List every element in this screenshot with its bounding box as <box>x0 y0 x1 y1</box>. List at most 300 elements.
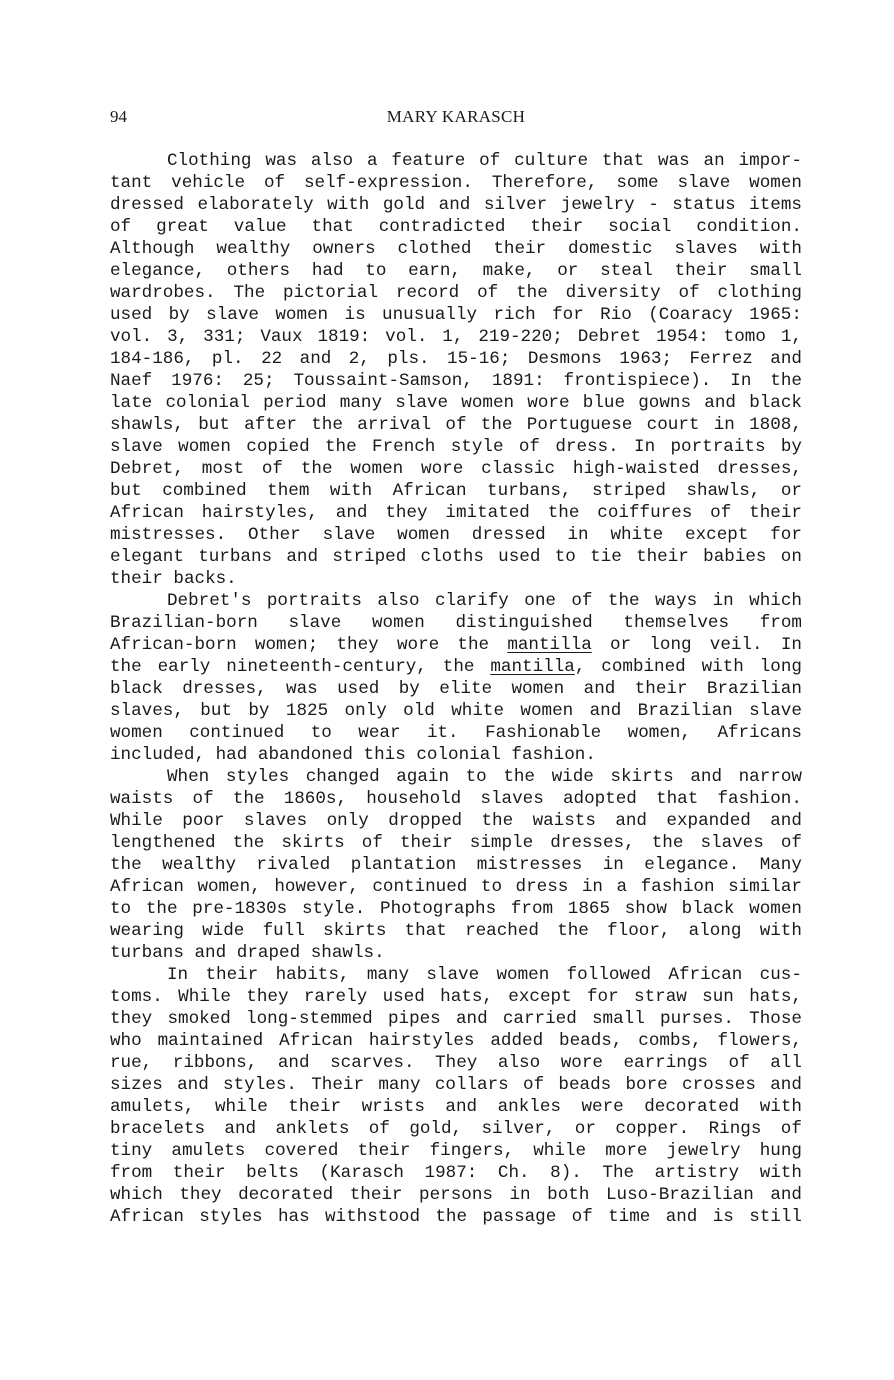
word: added <box>490 1031 544 1051</box>
word: Fashionable <box>485 723 602 743</box>
word: Many <box>759 855 802 875</box>
word: style. <box>301 899 366 919</box>
word: African-born <box>110 635 237 655</box>
word: toms. <box>110 987 163 1007</box>
word: slave <box>395 393 449 413</box>
word: colonial <box>165 393 250 413</box>
text-line <box>110 986 802 1008</box>
word: They <box>435 1053 478 1073</box>
word: sun <box>702 987 734 1007</box>
word: Brazilian <box>706 679 802 699</box>
word: the <box>547 503 580 523</box>
text-line <box>110 150 802 172</box>
word: the <box>145 899 178 919</box>
word: dress <box>515 877 569 897</box>
word: While <box>178 987 231 1007</box>
word: cus- <box>759 965 802 985</box>
word: long <box>759 657 802 677</box>
word: 219-220; <box>478 327 563 347</box>
word: skirts <box>323 921 387 941</box>
word: floor, <box>607 921 671 941</box>
word: slaves <box>480 789 544 809</box>
word: slave <box>677 173 731 193</box>
word: elite <box>439 679 493 699</box>
word: had <box>311 261 344 281</box>
word: others <box>226 261 291 281</box>
word: fashion. <box>511 745 596 765</box>
word: by <box>398 679 420 699</box>
word: social <box>608 217 672 237</box>
word: distinguished <box>455 613 593 633</box>
word: women <box>178 437 231 457</box>
word: to <box>554 547 576 567</box>
word: or <box>557 261 579 281</box>
word: and <box>704 393 736 413</box>
word: with <box>759 921 802 941</box>
text-line <box>110 656 802 678</box>
text-line <box>110 260 802 282</box>
word: of <box>361 833 383 853</box>
word: and <box>770 811 802 831</box>
word: The <box>602 1163 635 1183</box>
word: coiffures <box>597 503 693 523</box>
word: While <box>110 811 163 831</box>
word: Debret's <box>167 591 252 611</box>
text-line <box>110 1074 802 1096</box>
word: for <box>552 305 584 325</box>
word: small <box>592 1009 645 1029</box>
word: the <box>110 855 142 875</box>
word: also <box>497 1053 541 1073</box>
word: of <box>477 283 499 303</box>
text-line <box>110 458 802 480</box>
word: 15-16; <box>447 349 511 369</box>
word: the <box>480 415 513 435</box>
word: elegant <box>110 547 184 567</box>
word: or <box>610 635 632 655</box>
word: it. <box>426 723 459 743</box>
word: make, <box>482 261 536 281</box>
word: followed <box>566 965 652 985</box>
word: blue <box>582 393 625 413</box>
word: expanded <box>666 811 751 831</box>
word: with <box>329 481 373 501</box>
word: was <box>265 151 298 171</box>
word: lengthened <box>110 833 216 853</box>
word: women <box>397 525 450 545</box>
text-line <box>110 216 802 238</box>
word: however, <box>274 877 359 897</box>
word: and <box>445 1097 478 1117</box>
word: and <box>438 195 471 215</box>
word: of <box>368 1119 390 1139</box>
word: Those <box>749 1009 802 1029</box>
word: they <box>336 635 379 655</box>
word: Toussaint-Samson, <box>293 371 473 391</box>
word: Ch. <box>497 1163 530 1183</box>
word: similar <box>728 877 802 897</box>
word: amulets, <box>110 1097 195 1117</box>
word: also <box>377 591 420 611</box>
word: their <box>530 217 584 237</box>
word: changed <box>305 767 380 787</box>
word: Luso-Brazilian <box>605 1185 754 1205</box>
word: mistresses. <box>110 525 227 545</box>
word: of <box>479 151 501 171</box>
word: their <box>493 239 547 259</box>
word: dresses, <box>182 679 267 699</box>
word: and <box>194 943 227 963</box>
word: turbans <box>110 943 184 963</box>
word: Debret <box>577 327 642 347</box>
word: to <box>310 723 332 743</box>
word: the <box>481 811 514 831</box>
word: an <box>703 151 725 171</box>
word: wide <box>202 921 245 941</box>
word: waists <box>110 789 174 809</box>
page-header <box>110 107 802 129</box>
word: bracelets <box>110 1119 206 1139</box>
word: owners <box>312 239 376 259</box>
word: contradicted <box>378 217 506 237</box>
word: in <box>713 415 735 435</box>
underlined-term: mantilla <box>507 635 592 655</box>
word: Other <box>247 525 301 545</box>
word: of <box>523 1075 545 1095</box>
word: dress. <box>555 437 619 457</box>
text-line <box>110 678 802 700</box>
word: had <box>215 745 248 765</box>
word: high-waisted <box>572 459 700 479</box>
word: the <box>442 657 475 677</box>
word: sizes <box>110 1075 163 1095</box>
text-line <box>110 1206 802 1228</box>
word: of <box>518 437 540 457</box>
word: for <box>770 525 802 545</box>
word: that <box>601 151 645 171</box>
word: who <box>110 1031 142 1051</box>
word: the <box>557 921 589 941</box>
word: 1825 <box>285 701 329 721</box>
word: was <box>658 151 690 171</box>
word: striped <box>332 547 407 567</box>
word: The <box>233 283 266 303</box>
word: and <box>335 503 368 523</box>
word: straw <box>634 987 687 1007</box>
word: tomo <box>723 327 766 347</box>
word: When <box>167 767 210 787</box>
word: slave <box>749 701 802 721</box>
word: vol. <box>110 327 153 347</box>
word: white <box>451 701 505 721</box>
word: more <box>605 1141 648 1161</box>
text-line <box>110 392 802 414</box>
word: Portuguese <box>526 415 633 435</box>
word: poor <box>182 811 225 831</box>
word: gowns <box>638 393 692 413</box>
word: of <box>571 1207 593 1227</box>
word: period <box>263 393 327 413</box>
word: maintained <box>157 1031 264 1051</box>
text-line <box>110 700 802 722</box>
word: women, <box>197 877 261 897</box>
word: while <box>214 1097 268 1117</box>
word: combined <box>601 657 686 677</box>
word: habits, <box>275 965 350 985</box>
word: again <box>396 767 450 787</box>
word: combined <box>162 481 247 501</box>
word: of <box>261 459 283 479</box>
text-line <box>110 546 802 568</box>
word: women <box>511 679 565 699</box>
word: babies <box>703 547 767 567</box>
word: In <box>167 965 189 985</box>
word: the <box>651 833 684 853</box>
word: women <box>496 965 550 985</box>
word: only <box>326 811 369 831</box>
word: dresses, <box>550 833 635 853</box>
text-line <box>110 1030 802 1052</box>
word: hats, <box>440 987 493 1007</box>
text-line <box>110 1162 802 1184</box>
word: Rings <box>708 1119 762 1139</box>
word: women <box>520 701 574 721</box>
word: jewelry <box>560 195 635 215</box>
word: dressed <box>110 195 184 215</box>
word: continued <box>372 877 468 897</box>
word: 1963; <box>619 349 673 369</box>
word: jewelry <box>666 1141 741 1161</box>
word: hairstyles <box>368 1031 475 1051</box>
word: collars <box>434 1075 509 1095</box>
word: African <box>110 503 184 523</box>
word: women, <box>627 723 691 743</box>
word: silver, <box>481 1119 556 1139</box>
word: 331; <box>203 327 246 347</box>
word: and <box>177 1075 209 1095</box>
word: pipes <box>387 1009 441 1029</box>
word: culture <box>514 151 589 171</box>
word: and <box>583 679 616 699</box>
word: full <box>262 921 305 941</box>
word <box>507 634 591 656</box>
word: 8). <box>550 1163 582 1183</box>
word: 1976: <box>171 371 224 391</box>
word: 1965: <box>749 305 802 325</box>
word: their <box>172 1163 226 1183</box>
word: of <box>192 789 214 809</box>
word: narrow <box>738 767 802 787</box>
word: reached <box>465 921 539 941</box>
word: continued <box>189 723 285 743</box>
word: was <box>286 679 318 699</box>
word: copied <box>246 437 310 457</box>
word: portraits <box>266 591 362 611</box>
word: that <box>404 921 447 941</box>
word: unusually <box>382 305 478 325</box>
word: styles <box>225 767 290 787</box>
word: and <box>770 1075 802 1095</box>
word: clothed <box>397 239 472 259</box>
word: by <box>780 437 802 457</box>
word: steal <box>600 261 653 281</box>
word: from <box>110 1163 153 1183</box>
word: only <box>344 701 387 721</box>
text-line <box>110 876 802 898</box>
word: to <box>465 767 487 787</box>
word: the <box>435 1207 468 1227</box>
word: fashion. <box>717 789 802 809</box>
word: with <box>759 1097 802 1117</box>
word: their <box>357 1141 411 1161</box>
text-line <box>110 172 802 194</box>
word: of <box>728 1053 750 1073</box>
word: from <box>510 899 554 919</box>
text-line <box>110 436 802 458</box>
word: and <box>455 1009 488 1029</box>
word: decorated <box>644 1097 740 1117</box>
word: Rio <box>600 305 632 325</box>
word: black <box>110 679 163 699</box>
text-line <box>110 282 802 304</box>
word: women <box>749 899 802 919</box>
word: Africans <box>717 723 802 743</box>
word: passage <box>482 1207 557 1227</box>
word: wide <box>551 767 594 787</box>
word: ways <box>654 591 698 611</box>
word: pl. <box>211 349 244 369</box>
word: 1, <box>442 327 464 347</box>
word: pls. <box>387 349 430 369</box>
word: Brazilian-born <box>110 613 258 633</box>
word: were <box>581 1097 624 1117</box>
word: and <box>770 1185 802 1205</box>
text-line <box>110 942 802 964</box>
word: scarves. <box>330 1053 415 1073</box>
text-line <box>110 326 802 348</box>
word: status <box>672 195 736 215</box>
word: of <box>710 503 732 523</box>
word: clothing <box>717 283 802 303</box>
word: black <box>749 393 802 413</box>
word: diversity <box>565 283 661 303</box>
word: with <box>327 195 370 215</box>
word: shawls, <box>110 415 184 435</box>
word: women <box>749 173 802 193</box>
word: imitated <box>445 503 530 523</box>
word: of <box>445 415 467 435</box>
word: vehicle <box>171 173 246 193</box>
word: styles <box>199 1207 263 1227</box>
text-line <box>110 832 802 854</box>
word: which <box>110 1185 163 1205</box>
word: 3, <box>167 327 189 347</box>
text-line <box>110 348 802 370</box>
word: household <box>366 789 462 809</box>
text-line <box>110 502 802 524</box>
word: combs, <box>638 1031 702 1051</box>
word: dropped <box>388 811 463 831</box>
word: slave <box>206 305 259 325</box>
word: the <box>311 415 343 435</box>
word: both <box>547 1185 590 1205</box>
word: adopted <box>562 789 637 809</box>
word: of <box>571 591 593 611</box>
word: record <box>395 283 460 303</box>
word: court <box>646 415 700 435</box>
word: belts <box>246 1163 299 1183</box>
word: artistry <box>654 1163 740 1183</box>
word: and <box>690 767 723 787</box>
word: but <box>110 481 142 501</box>
word: while <box>533 1141 587 1161</box>
text-line <box>110 766 802 788</box>
word: value <box>233 217 287 237</box>
word: - <box>648 195 659 215</box>
text-line <box>110 634 802 656</box>
word: their <box>399 833 453 853</box>
word: slaves, <box>110 701 184 721</box>
word: hats, <box>749 987 802 1007</box>
word: frontispiece). <box>563 371 712 391</box>
word: women <box>371 613 425 633</box>
word: earrings <box>623 1053 708 1073</box>
word: and <box>770 349 802 369</box>
text-line <box>110 370 802 392</box>
text-line <box>110 238 802 260</box>
word: wealthy <box>216 239 291 259</box>
word: turbans, <box>487 481 572 501</box>
word: on <box>780 547 802 567</box>
word: carried <box>502 1009 577 1029</box>
word: dressed <box>471 525 546 545</box>
word: the <box>457 635 490 655</box>
word: their <box>349 1185 403 1205</box>
word: the <box>516 283 548 303</box>
word: long-stemmed <box>246 1009 373 1029</box>
word: Desmons <box>527 349 602 369</box>
word: elaborately <box>197 195 314 215</box>
word: them <box>267 481 310 501</box>
word: old <box>403 701 435 721</box>
word: wealthy <box>162 855 236 875</box>
word: included, <box>110 745 206 765</box>
word: mistresses <box>476 855 583 875</box>
word: the <box>300 459 333 479</box>
word: by <box>248 701 270 721</box>
word: skirts <box>281 833 345 853</box>
word: nineteenth-century, <box>226 657 427 677</box>
text-line <box>110 1096 802 1118</box>
word: women <box>275 305 329 325</box>
word: Although <box>110 239 195 259</box>
body-text <box>110 150 802 1228</box>
word: vol. <box>385 327 428 347</box>
word: of <box>110 217 132 237</box>
word: copper. <box>615 1119 690 1139</box>
word: simple <box>469 833 534 853</box>
word: decorated <box>238 1185 334 1205</box>
word: shawls, <box>686 481 761 501</box>
word: In <box>780 635 802 655</box>
text-line <box>110 304 802 326</box>
word: domestic <box>568 239 653 259</box>
word: early <box>157 657 211 677</box>
text-line <box>110 1052 802 1074</box>
word: turbans <box>198 547 273 567</box>
word: and <box>286 547 319 567</box>
word: except <box>685 525 749 545</box>
